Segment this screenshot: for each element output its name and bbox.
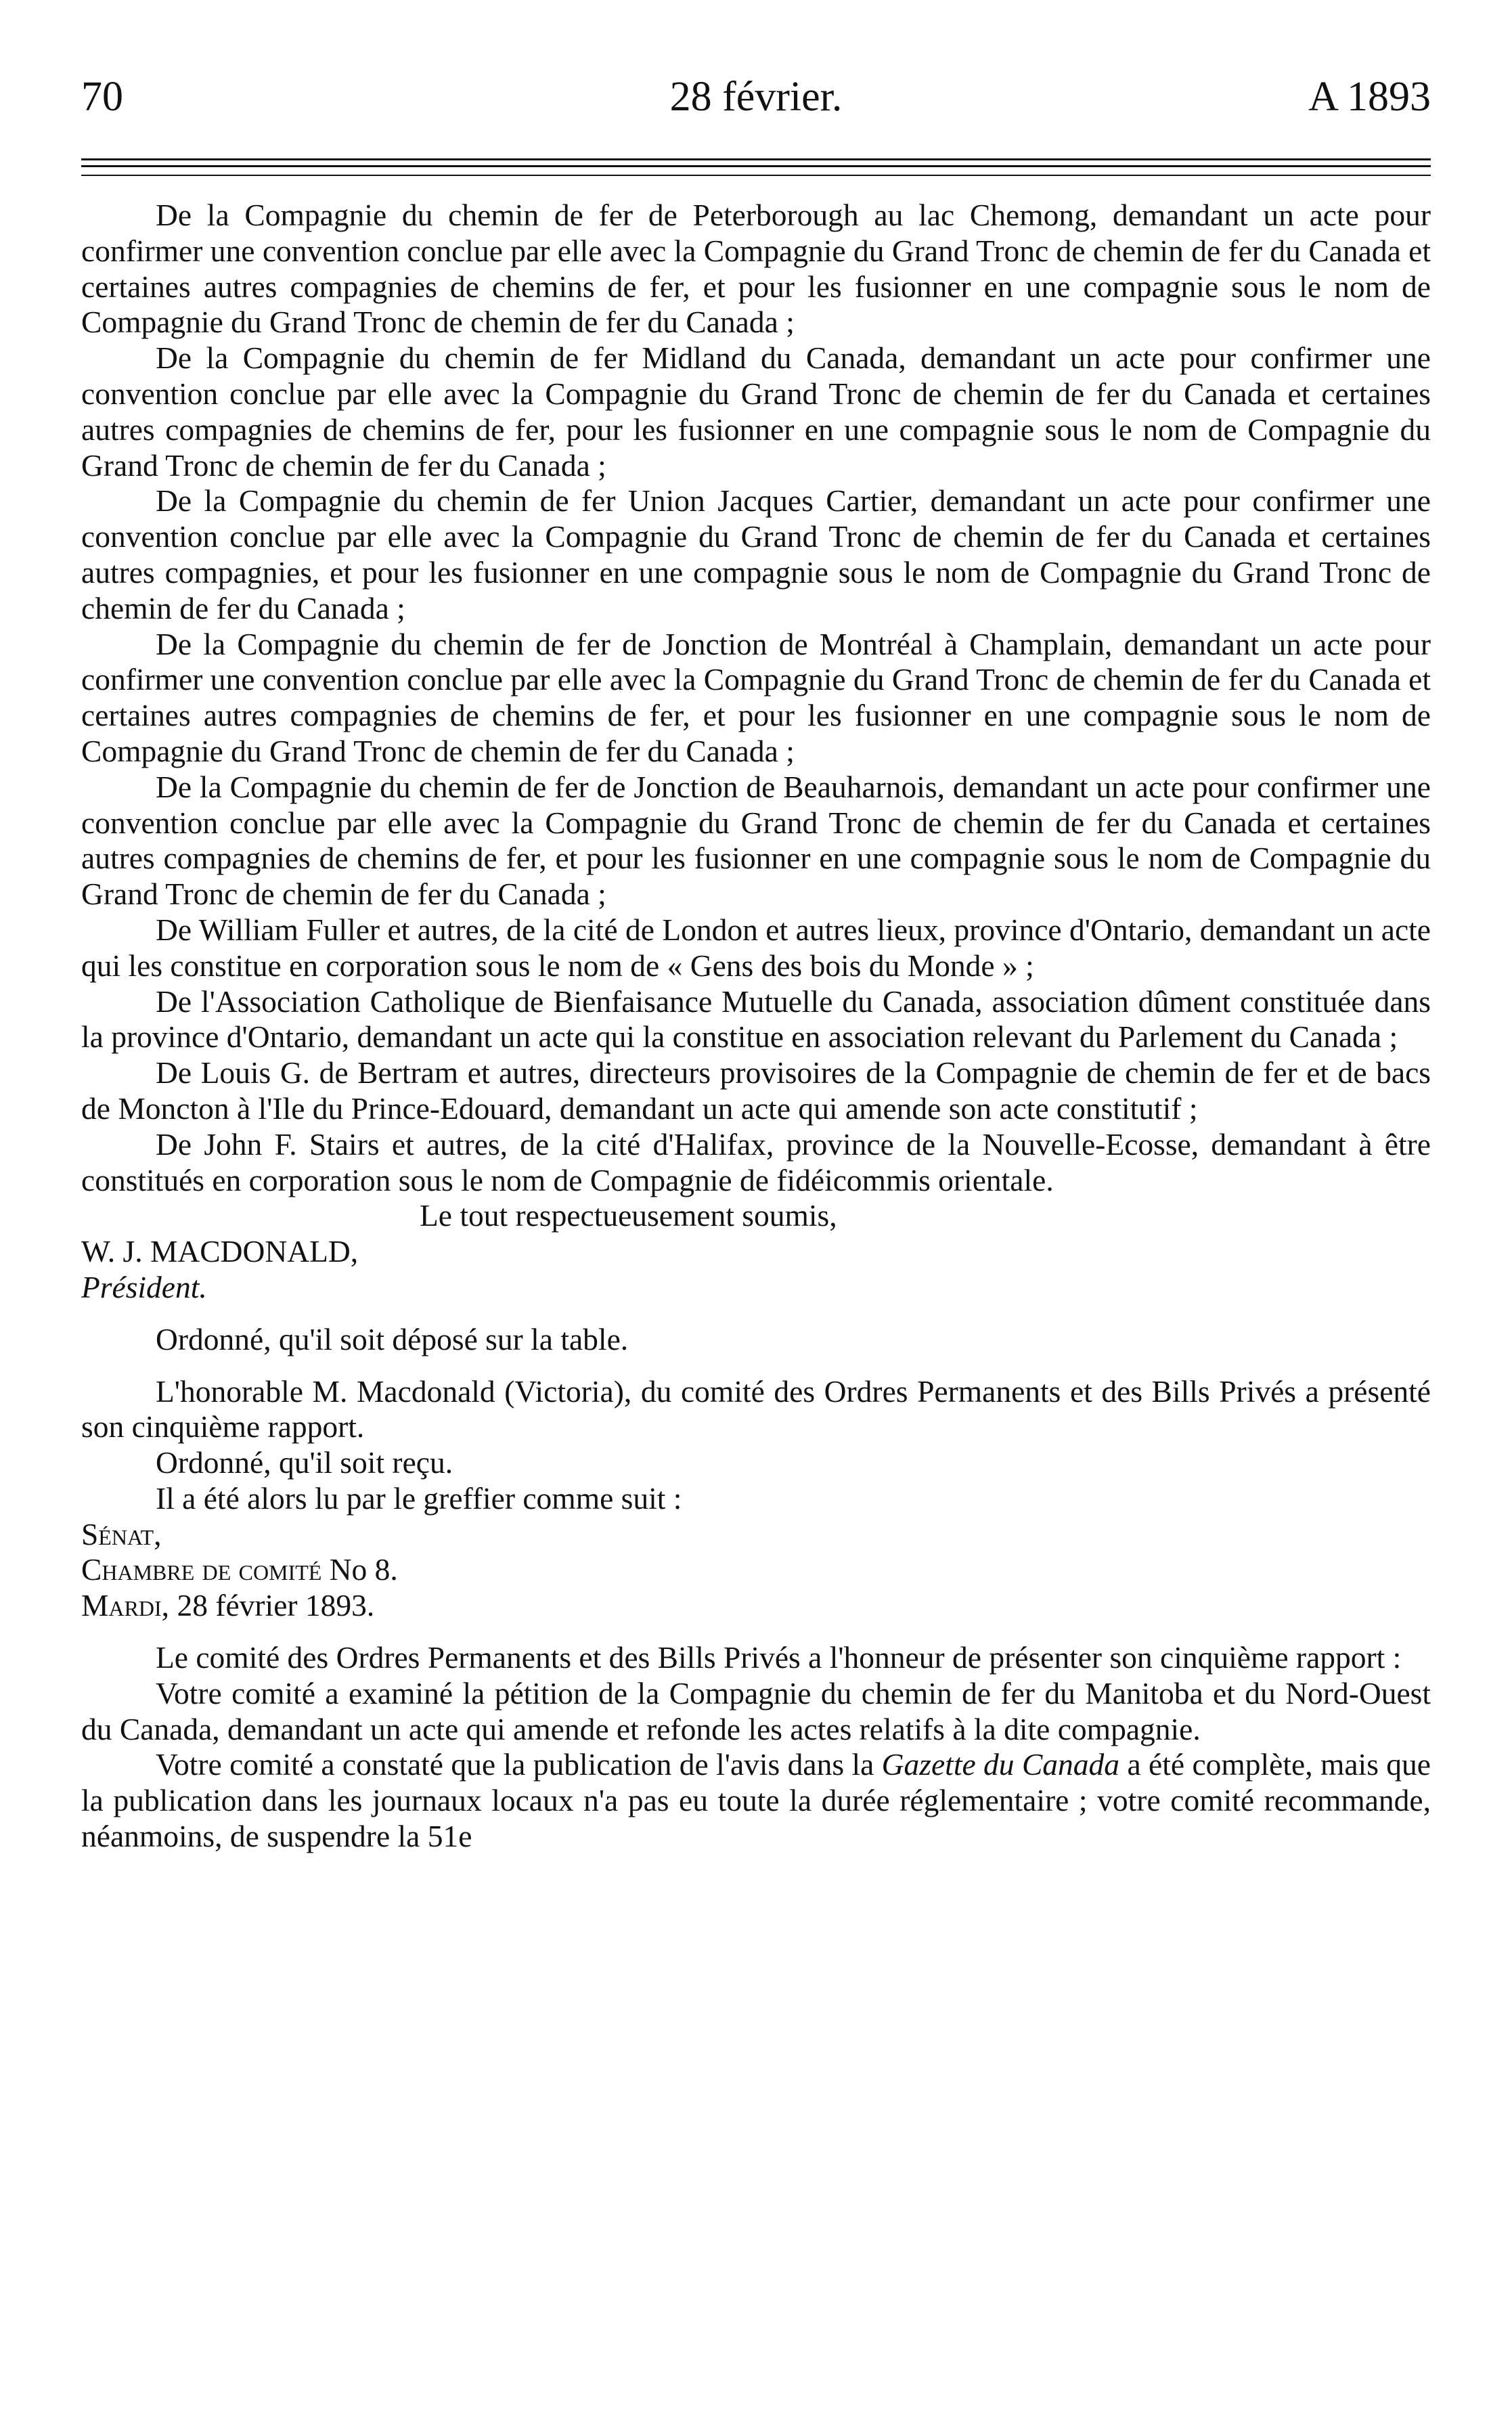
chamber-line [81, 1552, 1431, 1588]
petition-beauharnois: De la Compagnie du chemin de fer de Jonction de Beauharnois, demandant un acte pour confirmer une convention conclue par elle avec la Compagnie du Grand Tronc de chemin de fer du Canada et certaines autres compagnies de chemins de fer, et pour les fusionner en une compagnie sous le nom de Compagnie du Grand Tronc de chemin de fer du Canada ; [81, 769, 1431, 912]
read-line: Il a été alors lu par le greffier comme suit : [156, 1480, 682, 1516]
header-year: A 1893 [1308, 74, 1431, 120]
header-rule-3 [81, 175, 1431, 176]
gazette-title: Gazette du Canada [881, 1747, 1120, 1782]
petition-william-fuller: De William Fuller et autres, de la cité de London et autres lieux, province d'Ontario, demandant un acte qui les constitue en corporation sous le nom de « Gens des bois du Monde » ; [81, 912, 1431, 983]
report-date-line [81, 1588, 1431, 1624]
petition-association-catholique: De l'Association Catholique de Bienfaisance Mutuelle du Canada, association dûment constituée dans la province d'Ontario, demandant un acte qui la constitue en association relevant du Parlement du Canada ; [81, 984, 1431, 1055]
report-para-after: a été complète, mais que la publication dans les journaux locaux n'a pas eu toute la durée réglementaire ; votre comité recommande, néanmoins, de suspendre la 51e [81, 1747, 1431, 1854]
spacer [81, 1306, 1431, 1322]
petition-union-jacques-cartier: De la Compagnie du chemin de fer Union Jacques Cartier, demandant un acte pour confirmer une convention conclue par elle avec la Compagnie du Grand Tronc de chemin de fer du Canada et certaines autres compagnies, et pour les fusionner en une compagnie sous le nom de Compagnie du Grand Tronc de chemin de fer du Canada ; [81, 483, 1431, 625]
signature-name: W. J. MACDONALD, [81, 1234, 359, 1269]
petition-montreal-champlain: De la Compagnie du chemin de fer de Jonction de Montréal à Champlain, demandant un acte pour confirmer une convention conclue par elle avec la Compagnie du Grand Tronc de chemin de fer du Canada et certaines autres compagnies de chemins de fer, et pour les fusionner en une compagnie sous le nom de Compagnie du Grand Tronc de chemin de fer du Canada ; [81, 626, 1431, 768]
petition-peterborough: De la Compagnie du chemin de fer de Peterborough au lac Chemong, demandant un acte pour confirmer une convention conclue par elle avec la Compagnie du Grand Tronc de chemin de fer du Canada et certaines autres compagnies de chemins de fer, et pour les fusionner en une compagnie sous le nom de Compagnie du Grand Tronc de chemin de fer du Canada ; [81, 198, 1431, 340]
report-para-publication [81, 1747, 1431, 1854]
petition-john-stairs: De John F. Stairs et autres, de la cité d'Halifax, province de la Nouvelle-Ecosse, demandant à être constitués en corporation sous le nom de Compagnie de fidéicommis orientale. [81, 1126, 1431, 1197]
chamber-number: No 8. [329, 1552, 398, 1587]
closing-line: Le tout respectueusement soumis, [420, 1198, 837, 1233]
spacer [81, 1358, 1431, 1374]
page-number: 70 [81, 74, 123, 120]
spacer [81, 1624, 1431, 1640]
report-para-before: Votre comité a constaté que la publication de l'avis dans la [156, 1747, 874, 1782]
page-header [81, 60, 1431, 134]
signature-title: Président. [81, 1269, 207, 1304]
report-date: 28 février 1893. [177, 1588, 375, 1623]
header-rule-1 [81, 158, 1431, 160]
report-intro: L'honorable M. Macdonald (Victoria), du comité des Ordres Permanents et des Bills Privés a présenté son cinquième rapport. [81, 1373, 1431, 1444]
chamber-prefix: Chambre de comité [81, 1552, 322, 1587]
report-day: Mardi, [81, 1588, 170, 1623]
report-para-manitoba: Votre comité a examiné la pétition de la Compagnie du chemin de fer du Manitoba et du Nord-Ouest du Canada, demandant un acte qui amende et refonde les actes relatifs à la dite compagnie. [81, 1675, 1431, 1746]
order-received: Ordonné, qu'il soit reçu. [156, 1445, 453, 1480]
petition-louis-bertram: De Louis G. de Bertram et autres, directeurs provisoires de la Compagnie de chemin de fer et de bacs de Moncton à l'Ile du Prince-Edouard, demandant un acte qui amende son acte constitutif ; [81, 1055, 1431, 1126]
header-date: 28 février. [669, 74, 843, 120]
document-body [81, 198, 1431, 1855]
header-rule-2 [81, 165, 1431, 167]
order-deposit: Ordonné, qu'il soit déposé sur la table. [156, 1321, 629, 1356]
report-text: Le comité des Ordres Permanents et des Bills Privés a l'honneur de présenter son cinquième rapport : [156, 1640, 1402, 1675]
senate-heading: Sénat, [81, 1516, 162, 1551]
petition-midland: De la Compagnie du chemin de fer Midland du Canada, demandant un acte pour confirmer une convention conclue par elle avec la Compagnie du Grand Tronc de chemin de fer du Canada et certaines autres compagnies de chemins de fer, pour les fusionner en une compagnie sous le nom de Compagnie du Grand Tronc de chemin de fer du Canada ; [81, 340, 1431, 483]
